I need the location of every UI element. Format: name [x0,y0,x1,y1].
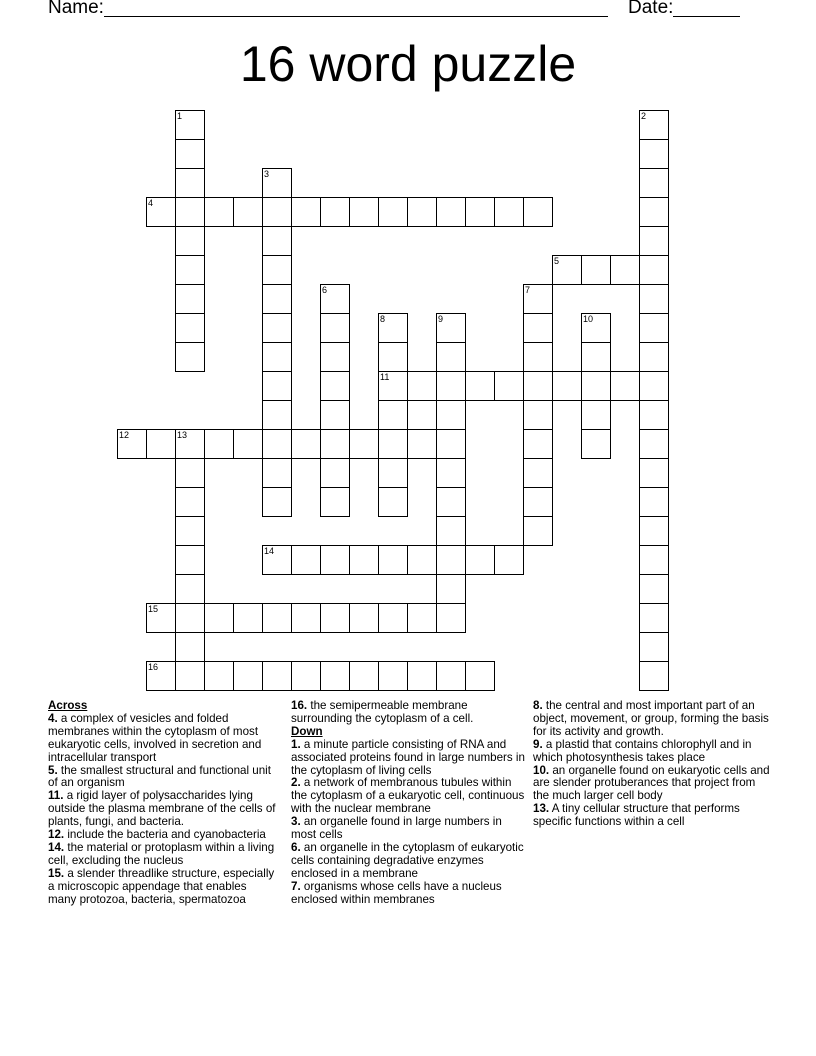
clue-text: a plastid that contains chlorophyll and in which photosynthesis takes place [533,737,752,764]
grid-cell[interactable] [349,545,379,575]
grid-cell[interactable] [320,429,350,459]
clue-number: 14 [264,546,275,556]
date-field[interactable] [673,16,740,17]
grid-cell[interactable] [291,661,321,691]
grid-cell[interactable] [581,400,611,430]
clue-number: 5. [48,763,58,777]
across-clue [48,713,278,765]
grid-cell[interactable] [378,458,408,488]
clue-text: organisms whose cells have a nucleus enclosed within membranes [291,879,502,906]
clue-number: 9 [438,314,444,324]
grid-cell[interactable] [320,371,350,401]
grid-cell[interactable] [436,342,466,372]
clue-number: 7 [525,285,531,295]
grid-cell[interactable] [436,574,466,604]
grid-cell[interactable] [581,255,611,285]
grid-cell[interactable] [175,342,205,372]
across-clue [48,790,278,829]
grid-cell[interactable] [639,487,669,517]
clue-text: the smallest structural and functional unit of an organism [48,763,271,790]
grid-cell[interactable] [581,342,611,372]
grid-cell[interactable] [639,429,669,459]
grid-cell[interactable] [639,139,669,169]
down-clue [291,739,527,778]
grid-cell[interactable] [639,284,669,314]
grid-cell[interactable] [291,545,321,575]
down-clue [291,777,527,816]
grid-cell[interactable] [262,400,292,430]
grid-cell[interactable] [378,313,408,343]
grid-cell[interactable] [639,574,669,604]
grid-cell[interactable] [378,400,408,430]
grid-cell[interactable] [262,661,292,691]
grid-cell[interactable] [465,371,495,401]
clue-number: 1 [177,111,183,121]
clue-number: 9. [533,737,543,751]
grid-cell[interactable] [436,603,466,633]
grid-cell[interactable] [117,429,147,459]
down-clue [533,803,773,829]
clue-number: 5 [554,256,560,266]
grid-cell[interactable] [175,255,205,285]
across-clue-list [48,713,278,907]
grid-cell[interactable] [610,255,640,285]
grid-cell[interactable] [378,429,408,459]
clue-number: 10. [533,763,550,777]
clue-number: 12 [119,430,130,440]
clue-text: a network of membranous tubules within the cytoplasm of a eukaryotic cell, continuous with the nuclear membrane [291,776,525,816]
grid-cell[interactable] [378,603,408,633]
grid-cell[interactable] [175,661,205,691]
grid-cell[interactable] [523,313,553,343]
clue-text: the central and most important part of an object, movement, or group, forming the basis for its activity and growth. [533,699,769,738]
grid-cell[interactable] [349,661,379,691]
grid-cell[interactable] [291,197,321,227]
grid-cell[interactable] [175,603,205,633]
clue-text: A tiny cellular structure that performs specific functions within a cell [533,802,740,829]
grid-cell[interactable] [610,371,640,401]
grid-cell[interactable] [349,603,379,633]
grid-cell[interactable] [523,400,553,430]
clue-number: 3. [291,815,301,829]
grid-cell[interactable] [494,197,524,227]
grid-cell[interactable] [639,545,669,575]
grid-cell[interactable] [146,197,176,227]
grid-cell[interactable] [639,342,669,372]
grid-cell[interactable] [523,284,553,314]
clue-number: 16 [148,662,159,672]
clue-number: 6 [322,285,328,295]
grid-cell[interactable] [146,661,176,691]
grid-cell[interactable] [204,661,234,691]
grid-cell[interactable] [262,255,292,285]
grid-cell[interactable] [581,313,611,343]
grid-cell[interactable] [204,603,234,633]
grid-cell[interactable] [262,197,292,227]
grid-cell[interactable] [320,487,350,517]
grid-cell[interactable] [175,226,205,256]
across-clue [291,700,527,726]
grid-cell[interactable] [523,371,553,401]
grid-cell[interactable] [175,284,205,314]
clue-number: 11. [48,789,64,803]
grid-cell[interactable] [262,487,292,517]
down-clue [291,881,527,907]
clue-number: 6. [291,840,301,854]
clue-number: 16. [291,699,308,712]
grid-cell[interactable] [523,342,553,372]
grid-cell[interactable] [639,226,669,256]
down-clue [533,765,773,804]
grid-cell[interactable] [436,458,466,488]
grid-cell[interactable] [436,197,466,227]
name-field[interactable] [104,16,608,17]
grid-cell[interactable] [349,197,379,227]
grid-cell[interactable] [262,458,292,488]
clue-text: the semipermeable membrane surrounding the cytoplasm of a cell. [291,699,474,725]
down-clue [533,739,773,765]
grid-cell[interactable] [175,545,205,575]
clue-column-3 [533,700,773,829]
grid-cell[interactable] [204,429,234,459]
grid-cell[interactable] [465,545,495,575]
down-clue [291,816,527,842]
grid-cell[interactable] [320,603,350,633]
grid-cell[interactable] [320,545,350,575]
grid-cell[interactable] [233,429,263,459]
across-clue [48,765,278,791]
clue-number: 3 [264,169,270,179]
grid-cell[interactable] [262,313,292,343]
grid-cell[interactable] [465,197,495,227]
grid-cell[interactable] [639,603,669,633]
clue-number: 11 [380,372,390,382]
grid-cell[interactable] [233,661,263,691]
grid-cell[interactable] [407,429,437,459]
grid-cell[interactable] [639,371,669,401]
grid-cell[interactable] [407,661,437,691]
clue-text: include the bacteria and cyanobacteria [64,828,266,842]
across-clue [48,842,278,868]
clue-number: 7. [291,879,301,893]
grid-cell[interactable] [523,197,553,227]
puzzle-title: 16 word puzzle [239,36,577,92]
grid-cell[interactable] [639,313,669,343]
grid-cell[interactable] [581,429,611,459]
grid-cell[interactable] [175,429,205,459]
grid-cell[interactable] [175,197,205,227]
grid-cell[interactable] [436,545,466,575]
grid-cell[interactable] [523,429,553,459]
grid-cell[interactable] [320,197,350,227]
grid-cell[interactable] [262,603,292,633]
grid-cell[interactable] [639,255,669,285]
grid-cell[interactable] [639,197,669,227]
grid-cell[interactable] [291,603,321,633]
clue-number: 13. [533,802,550,816]
grid-cell[interactable] [262,371,292,401]
grid-cell[interactable] [320,342,350,372]
clue-number: 14. [48,840,65,854]
grid-cell[interactable] [175,168,205,198]
clue-number: 8. [533,699,543,712]
grid-cell[interactable] [407,371,437,401]
grid-cell[interactable] [407,603,437,633]
clue-text: an organelle found on eukaryotic cells and are slender protuberances that project from the much larger cell body [533,763,770,803]
grid-cell[interactable] [436,661,466,691]
clue-number: 10 [583,314,594,324]
grid-cell[interactable] [262,342,292,372]
grid-cell[interactable] [175,516,205,546]
grid-cell[interactable] [436,516,466,546]
grid-cell[interactable] [320,400,350,430]
clue-number: 13 [177,430,188,440]
grid-cell[interactable] [552,371,582,401]
header [0,0,816,24]
grid-cell[interactable] [378,661,408,691]
grid-cell[interactable] [639,632,669,662]
grid-cell[interactable] [494,545,524,575]
grid-cell[interactable] [175,632,205,662]
across-heading: Across [48,699,88,712]
clue-number: 15 [148,604,159,614]
name-label: Name: [48,0,104,18]
clue-text: a minute particle consisting of RNA and associated proteins found in large numbers in the cytoplasm of living cells [291,737,525,777]
clue-text: the material or protoplasm within a living cell, excluding the nucleus [48,840,275,867]
clue-text: an organelle found in large numbers in most cells [291,815,502,842]
down-clue [533,700,773,739]
grid-cell[interactable] [639,168,669,198]
grid-cell[interactable] [262,168,292,198]
grid-cell[interactable] [146,429,176,459]
grid-cell[interactable] [639,110,669,140]
clue-number: 4 [148,198,154,208]
across-clue-list-continued [291,700,527,726]
grid-cell[interactable] [320,661,350,691]
grid-cell[interactable] [175,139,205,169]
grid-cell[interactable] [175,110,205,140]
grid-cell[interactable] [436,371,466,401]
grid-cell[interactable] [262,545,292,575]
down-clue-list [291,739,527,907]
clue-number: 1. [291,737,301,751]
clue-number: 12. [48,828,65,842]
grid-cell[interactable] [262,284,292,314]
down-heading: Down [291,724,323,738]
grid-cell[interactable] [523,487,553,517]
clue-number: 15. [48,866,65,880]
grid-cell[interactable] [407,545,437,575]
clue-number: 2 [641,111,647,121]
grid-cell[interactable] [175,458,205,488]
grid-cell[interactable] [204,197,234,227]
clue-number: 2. [291,776,301,790]
grid-cell[interactable] [523,458,553,488]
grid-cell[interactable] [407,197,437,227]
grid-cell[interactable] [175,313,205,343]
down-clue [291,842,527,881]
grid-cell[interactable] [465,661,495,691]
clue-column-2 [291,700,527,907]
grid-cell[interactable] [639,661,669,691]
grid-cell[interactable] [233,197,263,227]
clue-number: 8 [380,314,386,324]
grid-cell[interactable] [378,371,408,401]
clue-text: a rigid layer of polysaccharides lying outside the plasma membrane of the cells of plants, fungi, and bacteria. [48,789,276,829]
grid-cell[interactable] [320,313,350,343]
grid-cell[interactable] [320,458,350,488]
down-clue-list-continued [533,700,773,829]
clue-text: a complex of vesicles and folded membranes within the cytoplasm of most eukaryotic cells, involved in secretion and intracellular transport [48,711,262,764]
grid-cell[interactable] [436,487,466,517]
grid-cell[interactable] [552,255,582,285]
clue-text: a slender threadlike structure, especially a microscopic appendage that enables many protozoa, bacteria, spermatozoa [48,866,275,906]
grid-cell[interactable] [378,197,408,227]
grid-cell[interactable] [378,487,408,517]
grid-cell[interactable] [378,545,408,575]
grid-cell[interactable] [639,516,669,546]
grid-cell[interactable] [262,226,292,256]
grid-cell[interactable] [436,400,466,430]
grid-cell[interactable] [378,342,408,372]
grid-cell[interactable] [233,603,263,633]
grid-cell[interactable] [523,516,553,546]
date-label: Date: [628,0,674,18]
grid-cell[interactable] [262,429,292,459]
grid-cell[interactable] [146,603,176,633]
grid-cell[interactable] [436,313,466,343]
grid-cell[interactable] [639,458,669,488]
clue-text: an organelle in the cytoplasm of eukaryotic cells containing degradative enzymes enclosed in a membrane [291,840,524,880]
grid-cell[interactable] [320,284,350,314]
grid-cell[interactable] [349,429,379,459]
grid-cell[interactable] [581,371,611,401]
grid-cell[interactable] [175,487,205,517]
across-clue [48,868,278,907]
grid-cell[interactable] [436,429,466,459]
clue-number: 4. [48,711,58,725]
grid-cell[interactable] [494,371,524,401]
grid-cell[interactable] [639,400,669,430]
grid-cell[interactable] [291,429,321,459]
clue-column-1 [48,700,278,907]
grid-cell[interactable] [175,574,205,604]
